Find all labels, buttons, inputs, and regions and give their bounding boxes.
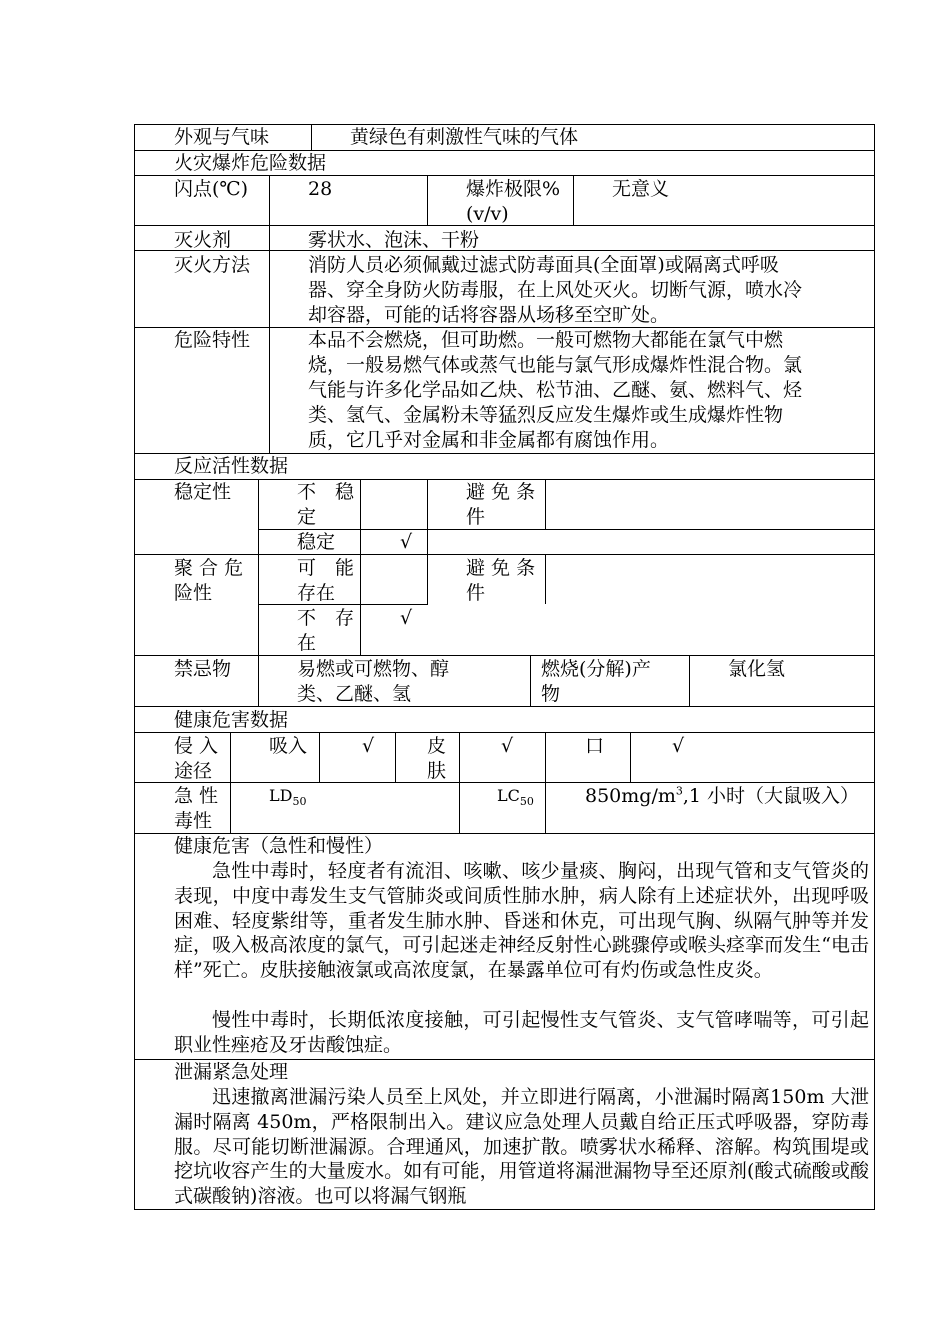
rule [395, 732, 396, 782]
firefighting-method-line: 器、穿全身防火防毒服，在上风处灭火。切断气源，喷水冷 [308, 279, 803, 301]
oral-check-mark: √ [672, 735, 685, 757]
health-section-heading: 健康危害数据 [174, 709, 289, 731]
skin-label-cont: 肤 [427, 760, 447, 782]
leak-handling-paragraph: 迅速撤离泄漏污染人员至上风处，并立即进行隔离，小泄漏时隔离150m 大泄漏时隔离 450m，严格限制出入。建议应急处理人员戴自给正压式呼吸器，穿防毒服。尽可能切断泄漏源。合理通风，加速扩散。喷雾状水稀释、溶解。构筑围堤或挖坑收容产生的大量废水。如有可能，用管道将漏泄漏物导至还原剂(酸式硫酸或酸式碳酸钠)溶液。也可以将漏气钢瓶 [174, 1086, 869, 1208]
explosion-limit-label: 爆炸极限% [466, 178, 561, 200]
health-hazard-heading: 健康危害（急性和慢性） [174, 835, 384, 857]
rule [427, 479, 428, 605]
explosion-limit-value: 无意义 [612, 178, 670, 200]
inhalation-label: 吸入 [269, 735, 308, 757]
rule [134, 782, 875, 783]
rule [134, 554, 875, 555]
rule [874, 124, 875, 1210]
inhalation-check-mark: √ [362, 735, 375, 757]
avoid-conditions-label: 避 免 条 [466, 481, 536, 503]
msds-table [134, 124, 875, 1209]
chronic-poisoning-paragraph: 慢性中毒时，长期低浓度接触，可引起慢性支气管炎、支气管哮喘等，可引起职业性痤疮及牙齿酸蚀症。 [174, 1009, 869, 1056]
rule [134, 706, 875, 707]
acute-poisoning-paragraph: 急性中毒时，轻度者有流泪、咳嗽、咳少量痰、胸闷，出现气管和支气管炎的表现，中度中毒发生支气管肺炎或间质性肺水肿，病人除有上述症状外，出现呼吸困难、轻度紫绀等，重者发生肺水肿、昏迷和休克，可出现气胸、纵隔气肿等并发症，吸入极高浓度的氯气，可引起迷走神经反射性心跳骤停或喉头痉挛而发生“电击样”死亡。皮肤接触液氯或高浓度氯，在暴露单位可有灼伤或急性皮炎。 [174, 860, 869, 982]
rule [258, 655, 259, 706]
rule [134, 655, 875, 656]
rule [689, 655, 690, 706]
hazard-property-line: 烧，一般易燃气体或蒸气也能与氯气形成爆炸性混合物。氯 [308, 354, 803, 376]
lc50-value: $850mg/m^3,1$ 小时（大鼠吸入） [585, 784, 860, 807]
extinguishing-agent-value: 雾状水、泡沫、干粉 [308, 229, 480, 251]
hazard-property-line: 气能与许多化学品如乙炔、松节油、乙醚、氨、燃料气、烃 [308, 379, 803, 401]
appearance-label: 外观与气味 [174, 126, 270, 148]
explosion-limit-unit: (v/v) [466, 203, 509, 225]
rule [545, 732, 546, 833]
rule [545, 554, 546, 604]
polymerization-hazard-label-cont: 险性 [174, 582, 213, 604]
rule [530, 655, 531, 706]
stability-label: 稳定性 [174, 481, 232, 503]
stable-check-mark: √ [400, 531, 413, 553]
flash-point-value: 28 [308, 178, 333, 200]
acute-toxicity-label-cont: 毒性 [174, 810, 213, 832]
flash-point-label: 闪点(℃) [174, 178, 249, 200]
rule [311, 124, 312, 150]
combustion-products-value: 氯化氢 [728, 658, 786, 680]
acute-toxicity-label: 急 性 [174, 785, 219, 807]
firefighting-method-label: 灭火方法 [174, 254, 251, 276]
rule [258, 479, 259, 655]
reactivity-section-heading: 反应活性数据 [174, 455, 289, 477]
extinguishing-agent-label: 灭火剂 [174, 229, 232, 251]
rule [630, 732, 631, 782]
hazard-property-line: 本品不会燃烧，但可助燃。一般可燃物大都能在氯气中燃 [308, 329, 784, 351]
rule [269, 225, 270, 453]
absent-check-mark: √ [400, 607, 413, 629]
leak-section-heading: 泄漏紧急处理 [174, 1061, 289, 1083]
skin-label: 皮 [427, 735, 447, 757]
entry-route-label: 侵 入 [174, 735, 219, 757]
incompatibles-label: 禁忌物 [174, 658, 232, 680]
possible-label-cont: 存在 [297, 582, 336, 604]
rule [459, 732, 460, 833]
absent-label: 不 存 [297, 607, 355, 629]
avoid-conditions-label-cont: 件 [466, 582, 486, 604]
rule [427, 175, 428, 225]
rule [269, 175, 270, 225]
appearance-value: 黄绿色有刺激性气味的气体 [350, 126, 579, 148]
unstable-label: 不 稳 [297, 481, 355, 503]
polymerization-hazard-label: 聚 合 危 [174, 557, 244, 579]
unstable-label-cont: 定 [297, 506, 317, 528]
incompatibles-value: 易燃或可燃物、醇 [297, 658, 450, 680]
rule [360, 479, 361, 655]
oral-label: 口 [585, 735, 605, 757]
rule [545, 479, 546, 529]
absent-label-cont: 在 [297, 632, 317, 654]
fire-section-heading: 火灾爆炸危险数据 [174, 152, 327, 174]
rule [134, 124, 135, 1210]
hazard-property-line: 类、氢气、金属粉未等猛烈反应发生爆炸或生成爆炸性物 [308, 404, 784, 426]
firefighting-method-line: 消防人员必须佩戴过滤式防毒面具(全面罩)或隔离式呼吸 [308, 254, 779, 276]
ld50-label: $LD_{50}$ [269, 786, 307, 809]
rule [258, 604, 427, 605]
lc50-label: $LC_{50}$ [497, 786, 534, 809]
possible-label: 可 能 [297, 557, 355, 579]
hazard-property-label: 危险特性 [174, 329, 251, 351]
rule [258, 529, 875, 530]
avoid-conditions-label: 避 免 条 [466, 557, 536, 579]
rule [573, 175, 574, 225]
stable-label: 稳定 [297, 531, 336, 553]
skin-check-mark: √ [501, 735, 514, 757]
hazard-property-line: 质，它几乎对金属和非金属都有腐蚀作用。 [308, 429, 670, 451]
rule [230, 732, 231, 833]
combustion-products-label-cont: 物 [541, 683, 561, 705]
incompatibles-value-cont: 类、乙醚、氢 [297, 683, 412, 705]
rule [134, 1209, 875, 1210]
rule [319, 732, 320, 782]
rule [134, 250, 875, 251]
combustion-products-label: 燃烧(分解)产 [541, 658, 651, 680]
avoid-conditions-label-cont: 件 [466, 506, 486, 528]
firefighting-method-line: 却容器，可能的话将容器从场移至空旷处。 [308, 304, 670, 326]
entry-route-label-cont: 途径 [174, 760, 213, 782]
